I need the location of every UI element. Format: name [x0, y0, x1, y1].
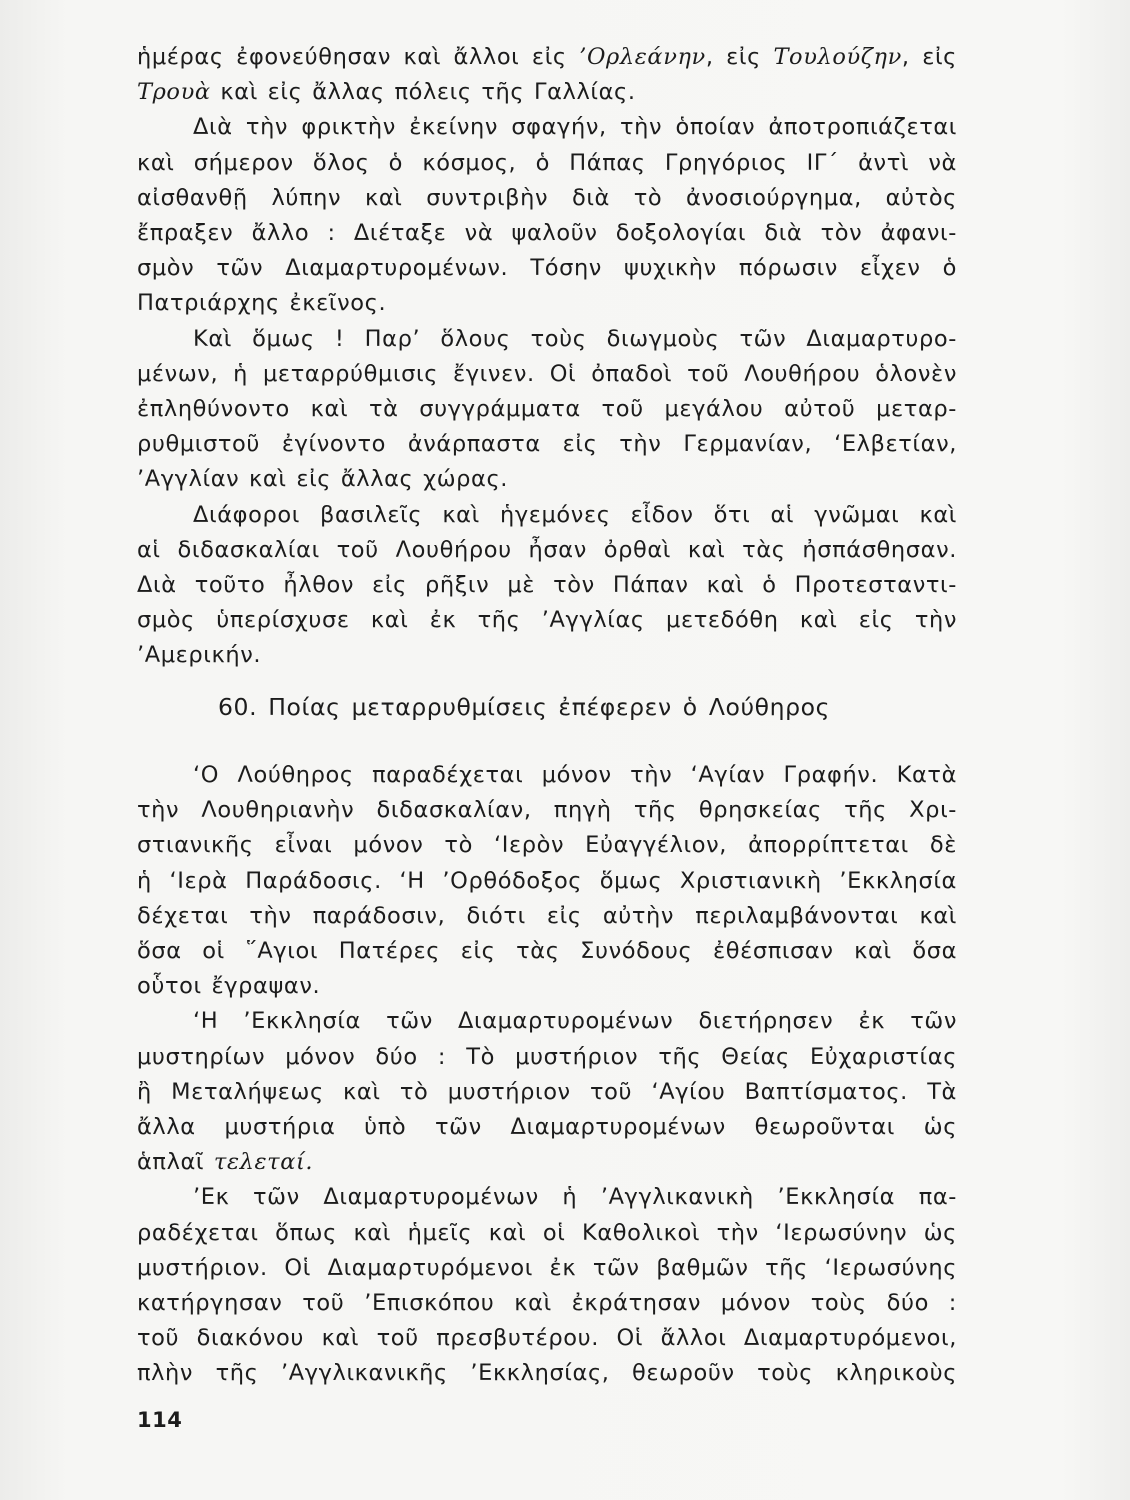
text-line: αἱ διδασκαλίαι τοῦ Λουθήρου ἦσαν ὀρθαὶ καὶ τὰς ἠσπάσθησαν.	[137, 536, 957, 563]
text-run: , εἰς	[901, 44, 957, 70]
text-line: ἡ ‘Ιερὰ Παράδοσις. ‘Η ’Ορθόδοξος ὅμως Χριστιανικὴ ’Εκκλησία	[137, 867, 957, 894]
italic-term: τελεταί.	[213, 1149, 314, 1176]
text-line	[137, 1145, 957, 1180]
text-line: Πατριάρχης ἐκεῖνος.	[137, 290, 387, 317]
text-line: ἢ Μεταλήψεως καὶ τὸ μυστήριον τοῦ ‘Αγίου Βαπτίσματος. Τὰ	[137, 1078, 957, 1105]
text-line: ἄλλα μυστήρια ὑπὸ τῶν Διαμαρτυρομένων θεωροῦνται ὡς	[137, 1114, 957, 1141]
text-line: τὴν Λουθηριανὴν διδασκαλίαν, πηγὴ τῆς θρησκείας τῆς Χρι-	[137, 797, 957, 824]
text-line: ’Αγγλίαν καὶ εἰς ἄλλας χώρας.	[137, 466, 509, 493]
text-line: σμὸς ὑπερίσχυσε καὶ ἐκ τῆς ’Αγγλίας μετεδόθη καὶ εἰς τὴν	[137, 607, 957, 634]
text-line: κατήργησαν τοῦ ’Επισκόπου καὶ ἐκράτησαν μόνον τοὺς δύο :	[137, 1290, 957, 1317]
text-line: ἐπληθύνοντο καὶ τὰ συγγράμματα τοῦ μεγάλου αὐτοῦ μεταρ-	[137, 396, 957, 423]
page-number: 114	[137, 1408, 183, 1432]
text-line: ‘Η ’Εκκλησία τῶν Διαμαρτυρομένων διετήρησεν ἐκ τῶν	[193, 1008, 957, 1035]
text-line: ’Αμερικήν.	[137, 642, 262, 669]
text-line: ραδέχεται ὅπως καὶ ἡμεῖς καὶ οἱ Καθολικοὶ τὴν ‘Ιερωσύνην ὡς	[137, 1219, 957, 1246]
text-line: ρυθμιστοῦ ἐγίνοντο ἀνάρπαστα εἰς τὴν Γερμανίαν, ‘Ελβετίαν,	[137, 431, 957, 458]
place-name-toulouse: Τουλούζην	[773, 44, 902, 70]
text-line: αἰσθανθῇ λύπην καὶ συντριβὴν διὰ τὸ ἀνοσιούργημα, αὐτὸς	[137, 184, 957, 211]
text-line: μυστηρίων μόνον δύο : Τὸ μυστήριον τῆς Θείας Εὐχαριστίας	[137, 1043, 957, 1070]
text-line: Διάφοροι βασιλεῖς καὶ ἡγεμόνες εἶδον ὅτι αἱ γνῶμαι καὶ	[193, 501, 957, 528]
top-text-block	[137, 40, 957, 674]
text-line: στιανικῆς εἶναι μόνον τὸ ‘Ιερὸν Εὐαγγέλιον, ἀπορρίπτεται δὲ	[137, 832, 957, 859]
place-name-troyes: Τρουὰ	[137, 79, 211, 106]
text-line: ’Εκ τῶν Διαμαρτυρομένων ἡ ’Αγγλικανικὴ ’Εκκλησία πα-	[193, 1184, 957, 1211]
text-line: οὗτοι ἔγραψαν.	[137, 973, 321, 1000]
text-line	[137, 40, 957, 75]
text-run: ἁπλαῖ	[137, 1149, 214, 1176]
text-line: τοῦ διακόνου καὶ τοῦ πρεσβυτέρου. Οἱ ἄλλοι Διαμαρτυρόμενοι,	[137, 1325, 957, 1352]
text-line: πλὴν τῆς ’Αγγλικανικῆς ’Εκκλησίας, θεωροῦν τοὺς κληρικοὺς	[137, 1360, 957, 1387]
text-line	[137, 75, 957, 110]
place-name-orleans: ’Ορλεάνην	[579, 44, 706, 70]
text-run: ἡμέρας ἐφονεύθησαν καὶ ἄλλοι εἰς	[137, 44, 580, 70]
text-line: σμὸν τῶν Διαμαρτυρομένων. Τόσην ψυχικὴν πόρωσιν εἶχεν ὁ	[137, 255, 957, 282]
text-line: Διὰ τὴν φρικτὴν ἐκείνην σφαγήν, τὴν ὁποίαν ἀποτροπιάζεται	[193, 114, 957, 141]
paragraph-2	[137, 110, 957, 321]
text-line: ἔπραξεν ἄλλο : Διέταξε νὰ ψαλοῦν δοξολογίαι διὰ τὸν ἀφανι-	[137, 220, 957, 247]
text-line: ὅσα οἱ ῞Αγιοι Πατέρες εἰς τὰς Συνόδους ἐθέσπισαν καὶ ὅσα	[137, 938, 957, 965]
paragraph-7	[137, 1180, 957, 1391]
text-run: καὶ εἰς ἄλλας πόλεις τῆς Γαλλίας.	[210, 79, 636, 106]
text-line: μυστήριον. Οἱ Διαμαρτυρόμενοι ἐκ τῶν βαθμῶν τῆς ‘Ιερωσύνης	[137, 1254, 957, 1281]
text-line: ‘Ο Λούθηρος παραδέχεται μόνον τὴν ‘Αγίαν Γραφήν. Κατὰ	[193, 762, 957, 788]
text-run: , εἰς	[705, 44, 774, 70]
paragraph-1	[137, 40, 957, 110]
text-line: δέχεται τὴν παράδοσιν, διότι εἰς αὐτὴν περιλαμβάνονται καὶ	[137, 902, 957, 929]
text-line: καὶ σήμερον ὅλος ὁ κόσμος, ὁ Πάπας Γρηγόριος ΙΓ΄ ἀντὶ νὰ	[137, 149, 957, 176]
paragraph-6	[137, 1004, 957, 1180]
text-line: Καὶ ὅμως ! Παρ’ ὅλους τοὺς διωγμοὺς τῶν Διαμαρτυρο-	[193, 325, 957, 352]
bottom-text-block	[137, 758, 957, 1392]
text-line: μένων, ἡ μεταρρύθμισις ἔγινεν. Οἱ ὀπαδοὶ τοῦ Λουθήρου ὁλονὲν	[137, 360, 957, 387]
paragraph-3	[137, 322, 957, 498]
paragraph-5	[137, 758, 957, 1004]
paragraph-4	[137, 498, 957, 674]
text-line: Διὰ τοῦτο ἦλθον εἰς ρῆξιν μὲ τὸν Πάπαν καὶ ὁ Προτεσταντι-	[137, 572, 957, 599]
section-heading: 60. Ποίας μεταρρυθμίσεις ἐπέφερεν ὁ Λούθηρος	[218, 693, 831, 721]
